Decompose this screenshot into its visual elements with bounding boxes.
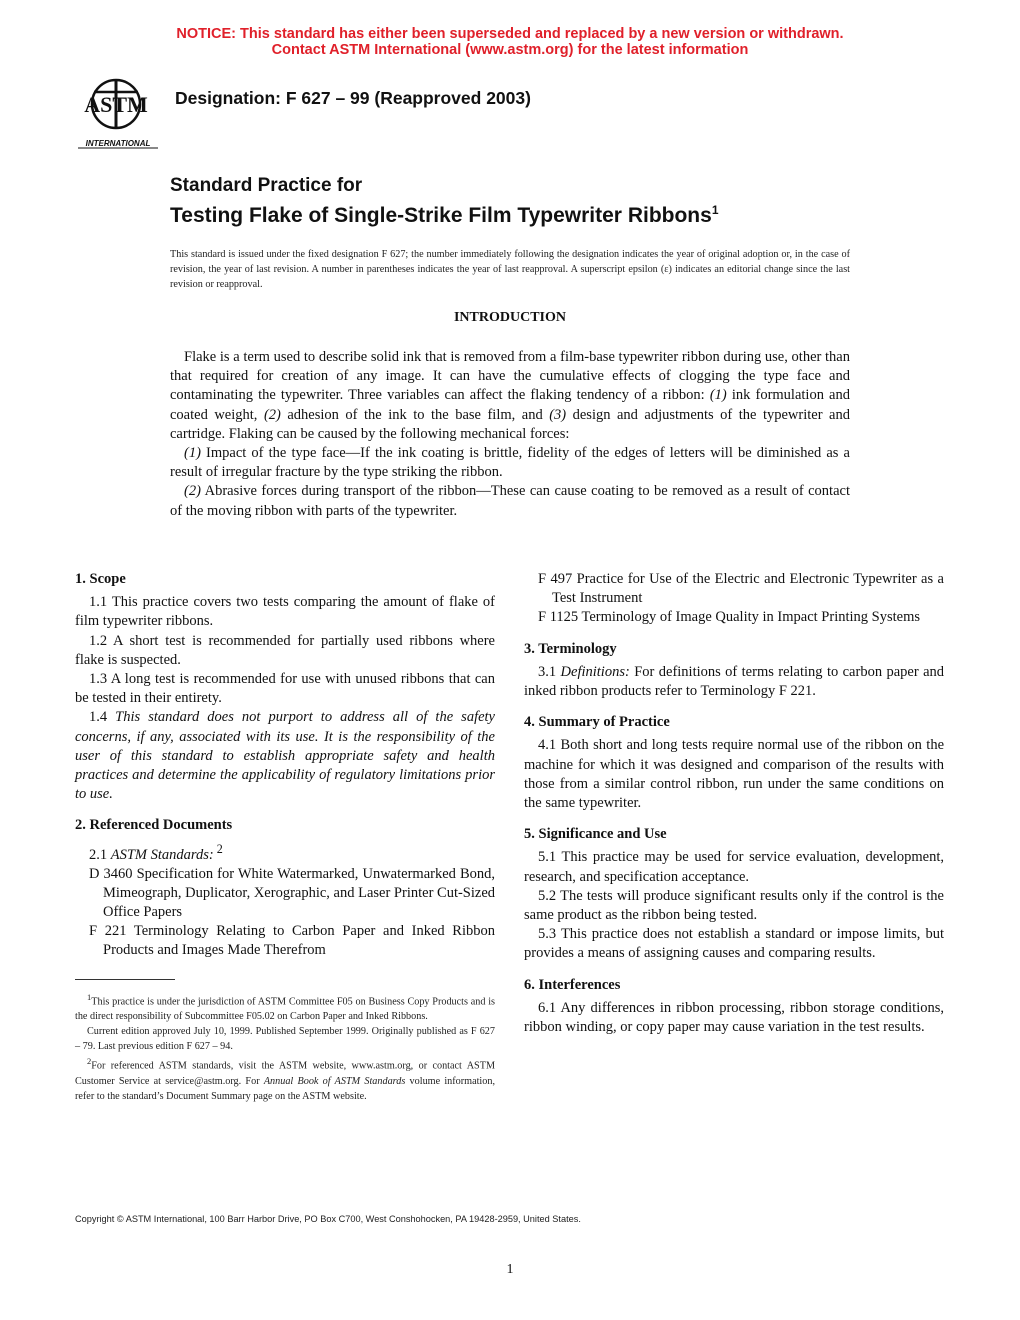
clause: 3.1 Definitions: For definitions of terms relating to carbon paper and inked ribbon products refer to Terminology F 221. xyxy=(524,663,945,700)
reference-item: F 1125 Terminology of Image Quality in Impact Printing Systems xyxy=(538,609,920,626)
introduction-body xyxy=(170,348,850,521)
document-title xyxy=(170,174,719,228)
footnote: $^2$For referenced ASTM standards, visit the ASTM website, www.astm.org, or contact ASTM Customer Service at service@astm.org. For Annual Book of ASTM Standards volume information, refer to the standard’s Document Summary page on the ASTM website. xyxy=(75,1056,495,1102)
section-heading: 4. Summary of Practice xyxy=(524,714,670,731)
right-column xyxy=(524,570,944,1037)
footnote-divider xyxy=(75,979,175,980)
title-footnote-mark: 1 xyxy=(711,203,719,217)
intro-paragraph: (1) Impact of the type face—If the ink coating is brittle, fidelity of the edges of letters will be diminished as a result of irregular fracture by the type striking the ribbon. xyxy=(170,445,850,481)
clause: 4.1 Both short and long tests require normal use of the ribbon on the machine for which it was designed and comparison of the results with those from a similar control ribbon, run under the same conditions on the same typewriter. xyxy=(524,737,944,812)
footnote: Current edition approved July 10, 1999. Published September 1999. Originally published as F 627 – 79. Last previous edition F 627 – 94. xyxy=(75,1026,495,1053)
astm-logo xyxy=(74,76,166,150)
section-heading: 3. Terminology xyxy=(524,640,617,657)
designation: Designation: F 627 – 99 (Reapproved 2003) xyxy=(175,88,531,108)
clause: 5.1 This practice may be used for service evaluation, development, research, and specification acceptance. xyxy=(524,849,944,885)
notice-line-2: Contact ASTM International (www.astm.org) for the latest information xyxy=(271,42,749,58)
notice-line-1: NOTICE: This standard has either been superseded and replaced by a new version or withdrawn. xyxy=(176,26,844,42)
footnotes xyxy=(75,990,495,1104)
notice-banner xyxy=(0,26,1020,58)
logo-subtext: INTERNATIONAL xyxy=(85,139,151,148)
intro-paragraph: Flake is a term used to describe solid ink that is removed from a film-base typewriter ribbon during use, other than that required for creation of any image. It can have the cumulative effects of clogging the type face and contaminating the typewriter. Three variables can affect the flaking tendency of a ribbon: (1) ink formulation and coated weight, (2) adhesion of the ink to the base film, and (3) design and adjustments of the typewriter and cartridge. Flaking can be caused by the following mechanical forces: xyxy=(170,349,850,442)
title-line-1: Standard Practice for xyxy=(170,175,363,196)
intro-paragraph: (2) Abrasive forces during transport of the ribbon—These can cause coating to be removed as a result of contact of the moving ribbon with parts of the typewriter. xyxy=(170,483,850,519)
left-column xyxy=(75,570,495,961)
section-heading: 1. Scope xyxy=(75,571,126,587)
copyright-line: Copyright © ASTM International, 100 Barr Harbor Drive, PO Box C700, West Conshohocken, PA 19428-2959, United States. xyxy=(75,1214,581,1224)
logo-text: ASTM xyxy=(84,92,148,117)
title-main: Testing Flake of Single-Strike Film Typewriter Ribbons xyxy=(170,204,712,227)
clause: 6.1 Any differences in ribbon processing, ribbon storage conditions, ribbon winding, or copy paper may cause variation in the test results. xyxy=(524,999,944,1036)
reference-item: D 3460 Specification for White Watermarked, Unwatermarked Bond, Mimeograph, Duplicator, Xerographic, and Laser Printer Cut-Sized Office Papers xyxy=(89,865,496,921)
section-heading: 2. Referenced Documents xyxy=(75,817,233,834)
reference-item: F 221 Terminology Relating to Carbon Paper and Inked Ribbon Products and Images Made Therefrom xyxy=(89,923,495,959)
clause: 5.2 The tests will produce significant results only if the control is the same product as the ribbon being tested. xyxy=(524,887,944,924)
issuance-statement: This standard is issued under the fixed designation F 627; the number immediately following the designation indicates the year of original adoption or, in the case of revision, the year of last revision. A number in parentheses indicates the year of last reapproval. A superscript epsilon (ε) indicates an editorial change since the last revision or reapproval. xyxy=(170,249,850,290)
footnote: $^1$This practice is under the jurisdiction of ASTM Committee F05 on Business Copy Products and is the direct responsibility of Subcommittee F05.02 on Carbon Paper and Inked Ribbons. xyxy=(75,992,495,1023)
introduction-heading: INTRODUCTION xyxy=(453,310,566,325)
clause: 1.2 A short test is recommended for partially used ribbons where flake is suspected. xyxy=(75,632,495,668)
clause: 1.3 A long test is recommended for use with unused ribbons that can be tested in their entirety. xyxy=(75,671,495,707)
section-heading: 5. Significance and Use xyxy=(524,826,667,843)
clause: 5.3 This practice does not establish a standard or impose limits, but provides a means of assigning causes and comparing results. xyxy=(524,926,944,962)
clause: 1.1 This practice covers two tests comparing the amount of flake of film typewriter ribbons. xyxy=(75,594,495,630)
section-heading: 6. Interferences xyxy=(524,976,621,993)
astm-international-logo-icon xyxy=(74,76,166,150)
clause: 2.1 ASTM Standards: $^2$ xyxy=(89,841,223,863)
page-number: 1 xyxy=(506,1262,514,1277)
reference-item: F 497 Practice for Use of the Electric and Electronic Typewriter as a Test Instrument xyxy=(538,571,944,607)
title-line-2 xyxy=(170,198,719,228)
clause: 1.4 This standard does not purport to address all of the safety concerns, if any, associated with its use. It is the responsibility of the user of this standard to establish appropriate safety and health practices and determine the applicability of regulatory limitations prior to use. xyxy=(75,709,495,803)
